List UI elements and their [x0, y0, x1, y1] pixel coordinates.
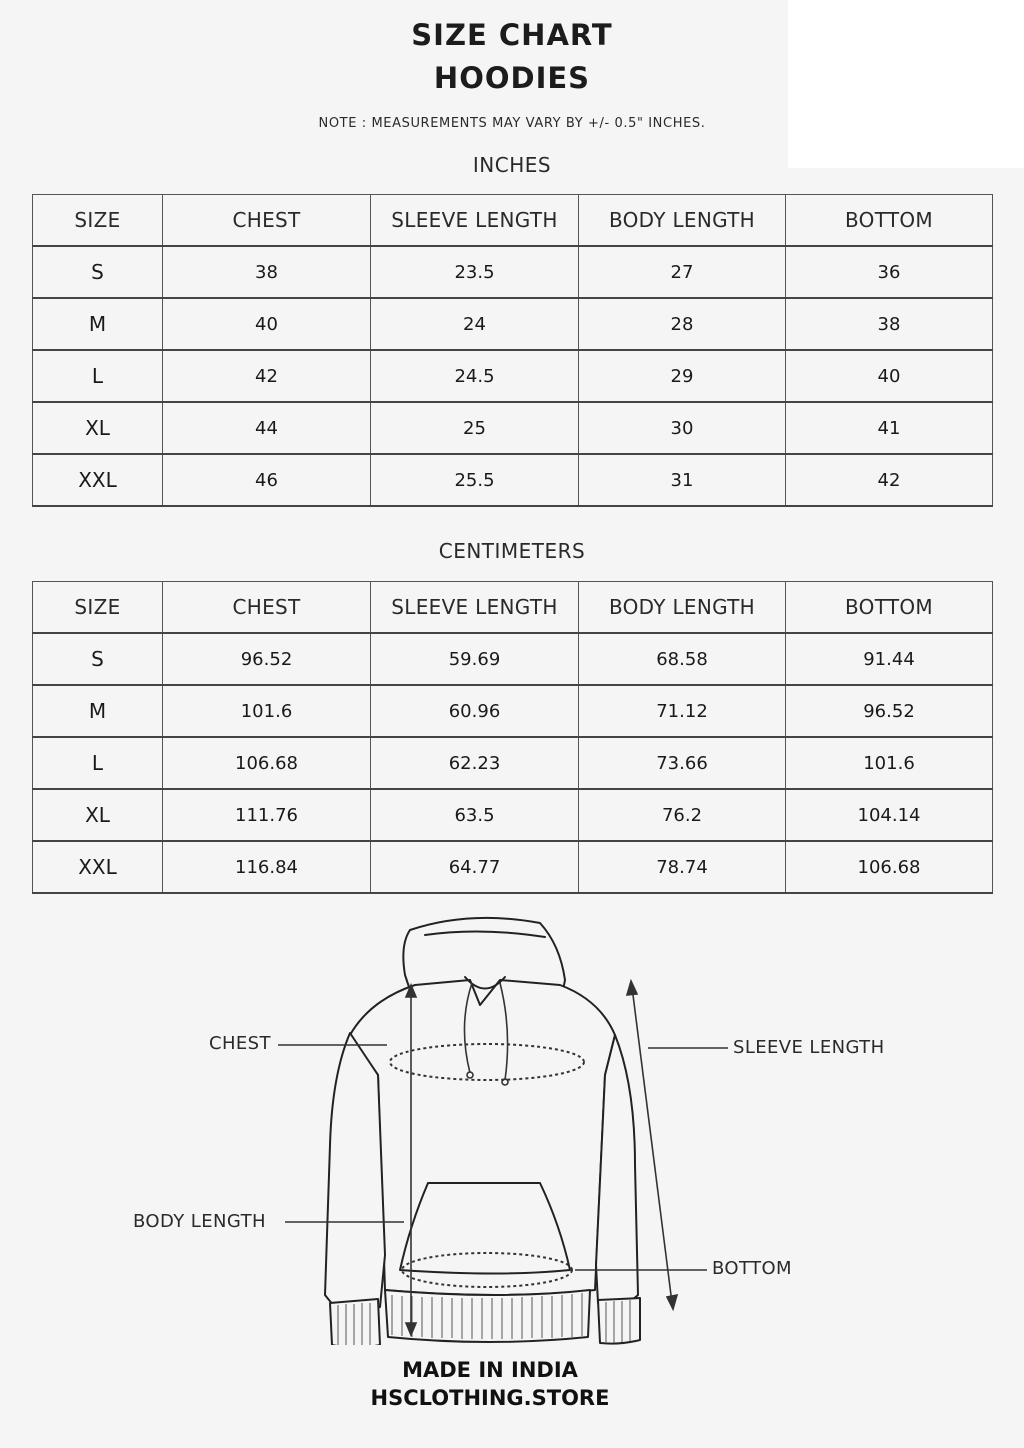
measurement-cell: 36: [786, 246, 993, 298]
measurement-cell: 64.77: [371, 841, 579, 893]
column-header: BODY LENGTH: [579, 582, 786, 634]
table-row: [33, 402, 993, 454]
column-header: SLEEVE LENGTH: [371, 195, 579, 247]
column-header: BODY LENGTH: [579, 195, 786, 247]
column-header: CHEST: [163, 195, 371, 247]
measurement-cell: 30: [579, 402, 786, 454]
measurement-cell: 40: [786, 350, 993, 402]
waistband-shape: [385, 1290, 590, 1342]
page-title: SIZE CHART: [411, 18, 613, 52]
body-shape: [350, 980, 615, 1295]
measurement-cell: 106.68: [163, 737, 371, 789]
centimeters-section-label: CENTIMETERS: [438, 539, 586, 563]
inches-size-table: [32, 194, 993, 507]
centimeters-size-table: [32, 581, 993, 894]
size-cell: M: [33, 298, 163, 350]
measurement-cell: 40: [163, 298, 371, 350]
column-header: SLEEVE LENGTH: [371, 582, 579, 634]
measurement-cell: 28: [579, 298, 786, 350]
measurement-cell: 63.5: [371, 789, 579, 841]
size-cell: XL: [33, 789, 163, 841]
measurement-cell: 96.52: [786, 685, 993, 737]
measurement-cell: 111.76: [163, 789, 371, 841]
column-header: BOTTOM: [786, 195, 993, 247]
measurement-cell: 71.12: [579, 685, 786, 737]
size-cell: XXL: [33, 454, 163, 506]
table-row: [33, 298, 993, 350]
table-row: [33, 737, 993, 789]
made-in-text: MADE IN INDIA: [402, 1358, 578, 1382]
hoodie-icon: [0, 905, 1024, 1345]
body-length-callout: BODY LENGTH: [133, 1211, 266, 1232]
column-header: BOTTOM: [786, 582, 993, 634]
size-cell: L: [33, 737, 163, 789]
size-cell: XXL: [33, 841, 163, 893]
size-cell: XL: [33, 402, 163, 454]
table-row: [33, 633, 993, 685]
measurement-cell: 62.23: [371, 737, 579, 789]
measurement-cell: 59.69: [371, 633, 579, 685]
measurement-cell: 96.52: [163, 633, 371, 685]
table-row: [33, 685, 993, 737]
column-header: CHEST: [163, 582, 371, 634]
measurement-cell: 25.5: [371, 454, 579, 506]
table-header-row: [33, 582, 993, 634]
table-row: [33, 246, 993, 298]
table-row: [33, 350, 993, 402]
measurement-cell: 73.66: [579, 737, 786, 789]
page-subtitle: HOODIES: [433, 61, 591, 95]
size-cell: M: [33, 685, 163, 737]
table-row: [33, 789, 993, 841]
size-cell: S: [33, 246, 163, 298]
measurement-cell: 41: [786, 402, 993, 454]
measurement-cell: 24: [371, 298, 579, 350]
measurement-cell: 42: [163, 350, 371, 402]
measurement-cell: 23.5: [371, 246, 579, 298]
table-row: [33, 841, 993, 893]
measurement-cell: 106.68: [786, 841, 993, 893]
left-sleeve-shape: [325, 1033, 385, 1320]
measurement-cell: 78.74: [579, 841, 786, 893]
measurement-cell: 60.96: [371, 685, 579, 737]
measurement-cell: 31: [579, 454, 786, 506]
sleeve-length-callout: SLEEVE LENGTH: [733, 1037, 885, 1058]
measurement-cell: 101.6: [786, 737, 993, 789]
measurement-cell: 116.84: [163, 841, 371, 893]
measurement-cell: 91.44: [786, 633, 993, 685]
measurement-cell: 27: [579, 246, 786, 298]
measurement-cell: 104.14: [786, 789, 993, 841]
measurement-cell: 68.58: [579, 633, 786, 685]
measurement-cell: 29: [579, 350, 786, 402]
size-cell: S: [33, 633, 163, 685]
measurement-cell: 24.5: [371, 350, 579, 402]
column-header: SIZE: [33, 195, 163, 247]
bottom-callout: BOTTOM: [712, 1258, 792, 1279]
measurement-cell: 38: [786, 298, 993, 350]
measurement-cell: 76.2: [579, 789, 786, 841]
chest-callout: CHEST: [209, 1033, 271, 1054]
measurement-cell: 38: [163, 246, 371, 298]
measurement-cell: 46: [163, 454, 371, 506]
table-header-row: [33, 195, 993, 247]
measurement-note: NOTE : MEASUREMENTS MAY VARY BY +/- 0.5" INCHES.: [318, 116, 706, 131]
measurement-cell: 42: [786, 454, 993, 506]
inches-section-label: INCHES: [472, 153, 552, 177]
column-header: SIZE: [33, 582, 163, 634]
size-cell: L: [33, 350, 163, 402]
measurement-cell: 25: [371, 402, 579, 454]
table-row: [33, 454, 993, 506]
store-url-text: HSCLOTHING.STORE: [370, 1386, 610, 1410]
measurement-cell: 44: [163, 402, 371, 454]
measurement-cell: 101.6: [163, 685, 371, 737]
